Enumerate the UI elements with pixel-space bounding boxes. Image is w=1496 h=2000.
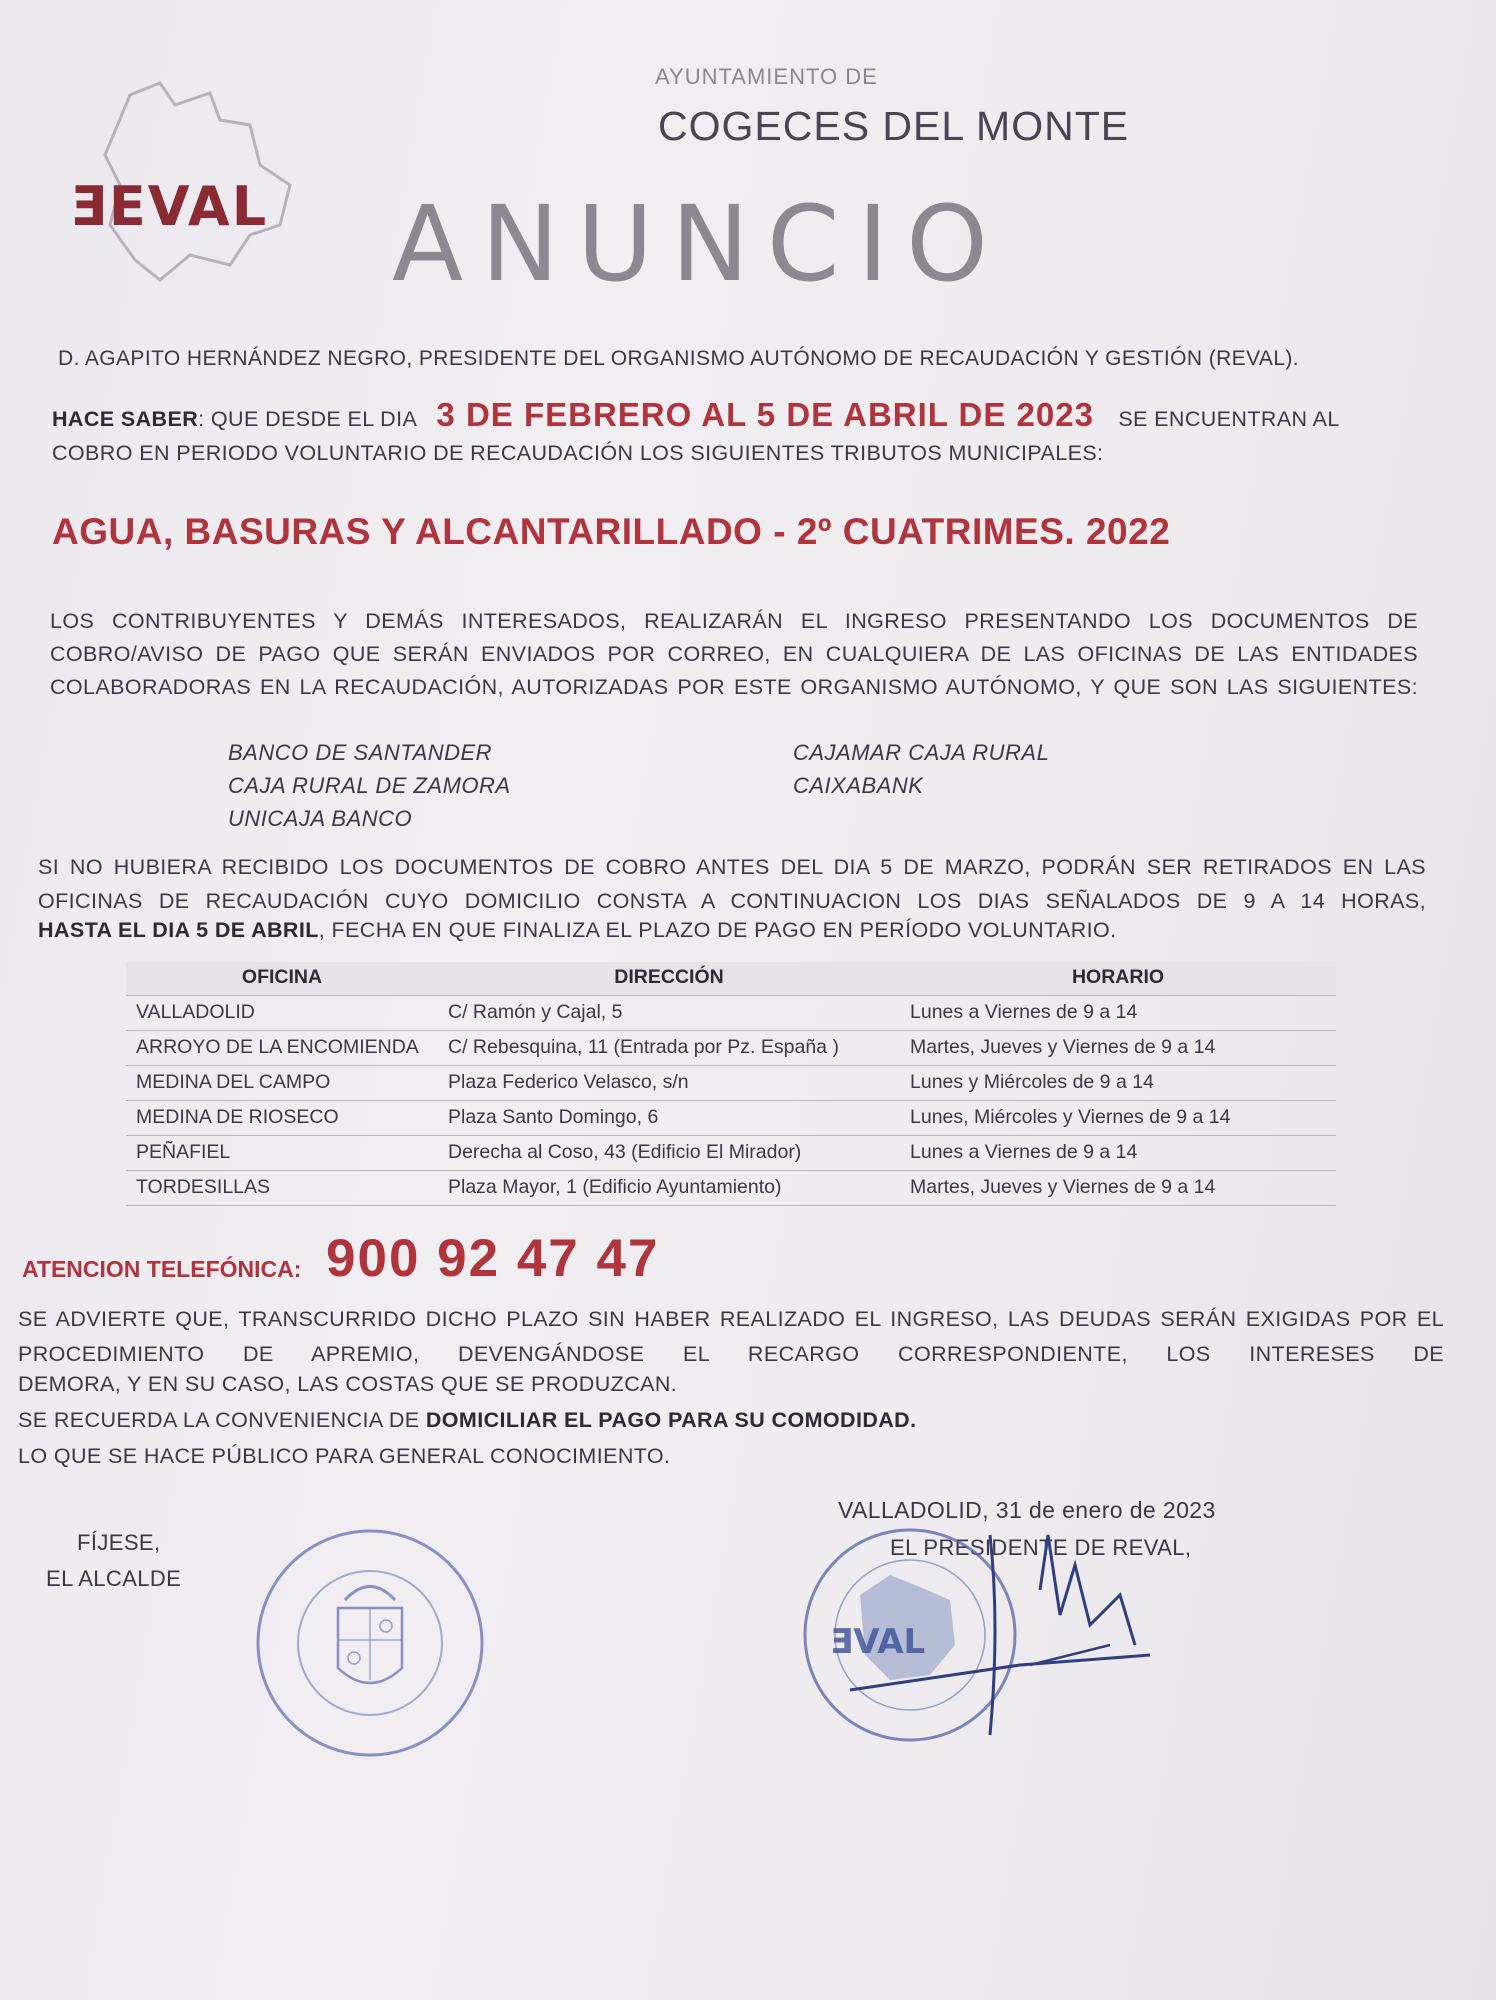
intro-line: D. AGAPITO HERNÁNDEZ NEGRO, PRESIDENTE DEL ORGANISMO AUTÓNOMO DE RECAUDACIÓN Y GESTIÓN (REVAL). xyxy=(58,347,1300,370)
table-row xyxy=(126,1101,1336,1136)
office-cell: VALLADOLID xyxy=(126,996,438,1031)
warning-paragraph: SE ADVIERTE QUE, TRANSCURRIDO DICHO PLAZO SIN HABER REALIZADO EL INGRESO, LAS DEUDAS SERÁN EXIGIDAS POR EL PROCEDIMIENTO DE APREMIO, DEVENGÁNDOSE EL RECARGO CORRESPONDIENTE, LOS INTERESES DE xyxy=(18,1307,1444,1366)
office-cell: ARROYO DE LA ENCOMIENDA xyxy=(126,1031,438,1066)
office-cell: TORDESILLAS xyxy=(126,1171,438,1206)
address-cell: Derecha al Coso, 43 (Edificio El Mirador) xyxy=(438,1136,900,1171)
svg-text:ƎVAL: ƎVAL xyxy=(830,1622,926,1662)
hace-saber-label: HACE SABER xyxy=(52,407,199,431)
hours-cell: Lunes a Viernes de 9 a 14 xyxy=(900,1136,1336,1171)
hours-cell: Lunes a Viernes de 9 a 14 xyxy=(900,996,1336,1031)
hours-cell: Lunes, Miércoles y Viernes de 9 a 14 xyxy=(900,1101,1336,1136)
table-header-row xyxy=(126,962,1336,996)
pickup-paragraph-end: HASTA EL DIA 5 DE ABRIL, FECHA EN QUE FINALIZA EL PLAZO DE PAGO EN PERÍODO VOLUNTARIO. xyxy=(38,918,1117,942)
column-header-oficina: OFICINA xyxy=(126,962,438,996)
place-date: VALLADOLID, 31 de enero de 2023 xyxy=(838,1497,1216,1523)
public-notice-line: LO QUE SE HACE PÚBLICO PARA GENERAL CONOCIMIENTO. xyxy=(18,1444,671,1468)
bank-3: UNICAJA BANCO xyxy=(228,806,413,831)
address-cell: Plaza Federico Velasco, s/n xyxy=(438,1066,900,1101)
address-cell: Plaza Mayor, 1 (Edificio Ayuntamiento) xyxy=(438,1171,900,1206)
office-cell: MEDINA DE RIOSECO xyxy=(126,1101,438,1136)
table-row xyxy=(126,1171,1336,1206)
bank-4: CAJAMAR CAJA RURAL xyxy=(793,740,1050,765)
collection-period: 3 DE FEBRERO AL 5 DE ABRIL DE 2023 xyxy=(436,396,1094,433)
reval-seal-and-signature xyxy=(790,1505,1170,1755)
phone-number: 900 92 47 47 xyxy=(326,1229,660,1288)
reminder-line: SE RECUERDA LA CONVENIENCIA DE DOMICILIAR EL PAGO PARA SU COMODIDAD. xyxy=(18,1408,917,1432)
table-row xyxy=(126,996,1336,1031)
phone-label: ATENCION TELEFÓNICA: xyxy=(22,1256,302,1282)
mayor-title: EL ALCALDE xyxy=(46,1566,182,1591)
pickup-paragraph: SI NO HUBIERA RECIBIDO LOS DOCUMENTOS DE COBRO ANTES DEL DIA 5 DE MARZO, PODRÁN SER RETIRADOS EN LAS OFICINAS DE RECAUDACIÓN CUYO DOMICILIO CONSTA A CONTINUACION LOS DIAS SEÑALADOS DE 9 A 14 HORAS, xyxy=(38,855,1426,913)
office-cell: PEÑAFIEL xyxy=(126,1136,438,1171)
bank-5: CAIXABANK xyxy=(793,773,924,798)
hours-cell: Martes, Jueves y Viernes de 9 a 14 xyxy=(900,1031,1336,1066)
mayor-fijese: FÍJESE, xyxy=(77,1530,161,1555)
reval-logo: ƎEVAL xyxy=(70,175,269,238)
tax-title: AGUA, BASURAS Y ALCANTARILLADO - 2º CUATRIMES. 2022 xyxy=(52,511,1171,552)
council-label: AYUNTAMIENTO DE xyxy=(655,64,878,89)
hours-cell: Lunes y Miércoles de 9 a 14 xyxy=(900,1066,1336,1101)
president-title: EL PRESIDENTE DE REVAL, xyxy=(890,1535,1192,1560)
address-cell: Plaza Santo Domingo, 6 xyxy=(438,1101,900,1136)
contributors-paragraph: LOS CONTRIBUYENTES Y DEMÁS INTERESADOS, REALIZARÁN EL INGRESO PRESENTANDO LOS DOCUMENTOS DE COBRO/AVISO DE PAGO QUE SERÁN ENVIADOS POR CORREO, EN CUALQUIERA DE LAS OFICINAS DE LAS ENTIDADES COLABORADORAS EN LA RECAUDACIÓN, AUTORIZADAS POR ESTE ORGANISMO AUTÓNOMO, Y QUE SON LAS SIGUIENTES: xyxy=(50,609,1418,699)
hace-saber-line: HACE SABER: QUE DESDE EL DIA 3 DE FEBRERO AL 5 DE ABRIL DE 2023 SE ENCUENTRAN AL xyxy=(52,396,1340,433)
municipal-seal-stamp xyxy=(250,1518,490,1768)
collection-line-2: COBRO EN PERIODO VOLUNTARIO DE RECAUDACIÓN LOS SIGUIENTES TRIBUTOS MUNICIPALES: xyxy=(52,441,1104,465)
table-row xyxy=(126,1066,1336,1101)
warning-paragraph-end: DEMORA, Y EN SU CASO, LAS COSTAS QUE SE PRODUZCAN. xyxy=(18,1372,678,1396)
council-name: COGECES DEL MONTE xyxy=(658,103,1130,149)
column-header-horario: HORARIO xyxy=(900,962,1336,996)
bank-1: BANCO DE SANTANDER xyxy=(228,740,493,765)
column-header-direccion: DIRECCIÓN xyxy=(438,962,900,996)
address-cell: C/ Ramón y Cajal, 5 xyxy=(438,996,900,1031)
address-cell: C/ Rebesquina, 11 (Entrada por Pz. España ) xyxy=(438,1031,900,1066)
office-cell: MEDINA DEL CAMPO xyxy=(126,1066,438,1101)
document-title: ANUNCIO xyxy=(392,183,1007,305)
offices-table xyxy=(126,962,1336,1206)
bank-2: CAJA RURAL DE ZAMORA xyxy=(228,773,511,798)
table-row xyxy=(126,1031,1336,1066)
hours-cell: Martes, Jueves y Viernes de 9 a 14 xyxy=(900,1171,1336,1206)
table-row xyxy=(126,1136,1336,1171)
